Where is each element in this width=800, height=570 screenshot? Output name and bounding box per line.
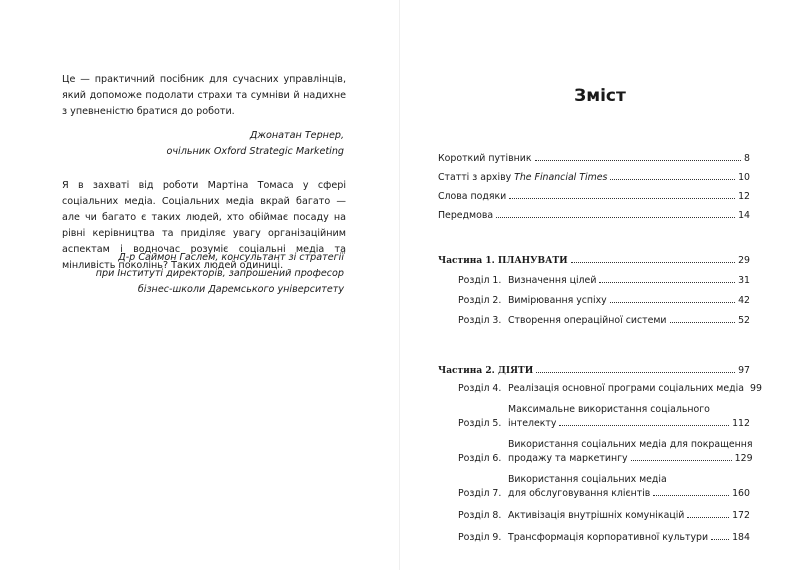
toc-section[interactable]: Розділ 2. Вимірювання успіху 42 — [458, 295, 750, 306]
attribution-2 — [74, 250, 344, 298]
toc-section[interactable]: Розділ 3. Створення операційної системи 52 — [458, 315, 750, 326]
toc-part-2 — [438, 362, 762, 543]
quote-1: Це — практичний посібник для сучасних управлінців, який допоможе подолати страхи та сумніви й надихне з упевненістю братися до роботи. — [62, 74, 346, 117]
toc-title: Зміст — [574, 86, 626, 106]
toc-section[interactable]: Розділ 6. Використання соціальних медіа для покращення продажу та маркетингу 129 — [458, 439, 753, 464]
toc-section[interactable]: Розділ 9. Трансформація корпоративної культури 184 — [458, 532, 750, 543]
toc-entry[interactable]: Слова подяки 12 — [438, 191, 750, 202]
toc-entry[interactable]: Короткий путівник 8 — [438, 153, 750, 164]
toc-part-heading[interactable]: Частина 1. ПЛАНУВАТИ 29 — [438, 255, 750, 266]
attribution-2-line3: бізнес-школи Даремського університету — [137, 284, 344, 295]
attribution-1 — [74, 128, 344, 160]
quote-2: Я в захваті від роботи Мартіна Томаса у сфері соціальних медіа. Соціальних медіа вкрай багато — але чи багато є таких людей, хто обіймає посаду на рівні керівництва та приділяє увагу організаційним аспектам і водночас розуміє соціальні медіа та мінливість поколінь? Таких людей одиниці. — [62, 180, 346, 271]
toc-entry[interactable]: Статті з архіву The Financial Times 10 — [438, 172, 750, 183]
toc-part-1 — [438, 252, 750, 326]
toc-section[interactable]: Розділ 5. Максимальне використання соціального інтелекту 112 — [458, 404, 750, 429]
toc-section[interactable]: Розділ 1. Визначення цілей 31 — [458, 275, 750, 286]
right-page — [400, 0, 800, 570]
toc-section[interactable]: Розділ 8. Активізація внутрішніх комунікацій 172 — [458, 510, 750, 521]
toc-entry[interactable]: Передмова 14 — [438, 210, 750, 221]
attribution-2-line1: Д-р Саймон Гаслем, консультант зі стратегії — [118, 252, 344, 263]
attribution-1-role: очільник Oxford Strategic Marketing — [166, 146, 344, 157]
attribution-2-line2: при Інституті директорів, запрошений професор — [95, 268, 344, 279]
attribution-1-name: Джонатан Тернер, — [249, 130, 344, 141]
toc-section[interactable]: Розділ 4. Реалізація основної програми соціальних медіа 99 — [458, 383, 762, 394]
toc-front-matter — [438, 150, 750, 221]
toc-part-heading[interactable]: Частина 2. ДІЯТИ 97 — [438, 365, 750, 376]
toc-section[interactable]: Розділ 7. Використання соціальних медіа для обслуговування клієнтів 160 — [458, 474, 750, 499]
